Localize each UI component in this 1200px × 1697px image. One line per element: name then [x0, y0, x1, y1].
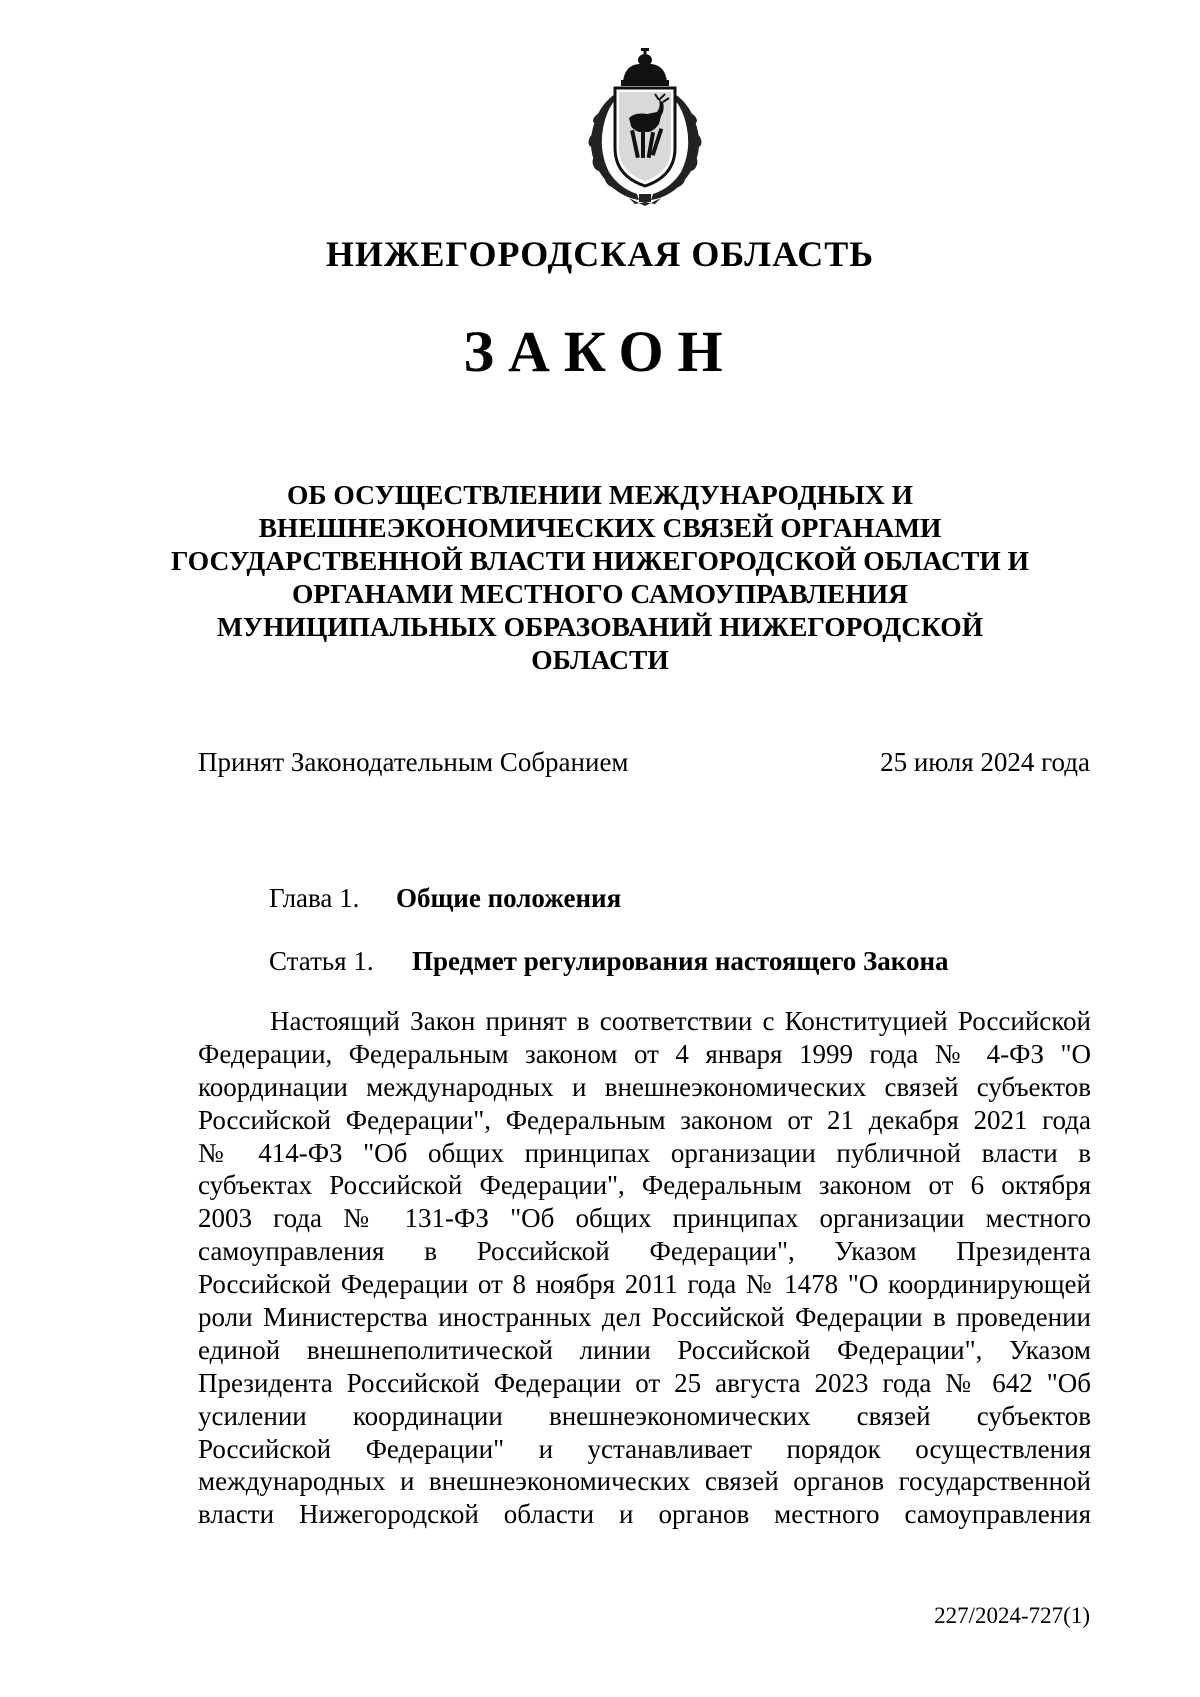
body-line: усилении координации внешнеэкономических связей субъектов	[198, 1400, 1091, 1431]
document-number: 227/2024-727(1)	[934, 1603, 1090, 1628]
body-line: координации международных и внешнеэкономических связей субъектов	[198, 1071, 1091, 1102]
law-title-line: ВНЕШНЕЭКОНОМИЧЕСКИХ СВЯЗЕЙ ОРГАНАМИ	[258, 512, 942, 543]
chapter-name: Общие положения	[396, 883, 622, 913]
adopted-by: Принят Законодательным Собранием	[198, 747, 629, 777]
body-line: субъектах Российской Федерации", Федеральным законом от 6 октября	[198, 1170, 1091, 1201]
body-line: Федерации, Федеральным законом от 4 января 1999 года № 4-ФЗ "О	[198, 1038, 1091, 1069]
body-line: власти Нижегородской области и органов местного самоуправления	[198, 1499, 1091, 1530]
body-line: роли Министерства иностранных дел Российской Федерации в проведении	[198, 1302, 1091, 1333]
adoption-date: 25 июля 2024 года	[880, 747, 1090, 777]
law-title-line: ОБЛАСТИ	[531, 644, 669, 675]
body-line: Настоящий Закон принят в соответствии с Конституцией Российской	[270, 1006, 1091, 1036]
law-title-line: ОРГАНАМИ МЕСТНОГО САМОУПРАВЛЕНИЯ	[291, 578, 908, 609]
law-title-line: МУНИЦИПАЛЬНЫХ ОБРАЗОВАНИЙ НИЖЕГОРОДСКОЙ	[216, 611, 984, 642]
article-heading	[269, 944, 949, 978]
document-type: ЗАКОН	[463, 319, 737, 384]
law-title	[150, 478, 1050, 676]
article-number: Статья 1.	[269, 946, 374, 976]
body-line: 2003 года № 131-ФЗ "Об общих принципах организации местного	[198, 1203, 1091, 1234]
body-line: № 414-ФЗ "Об общих принципах организации публичной власти в	[198, 1137, 1091, 1168]
body-line: Российской Федерации от 8 ноября 2011 года № 1478 "О координирующей	[198, 1269, 1091, 1300]
law-title-line: ГОСУДАРСТВЕННОЙ ВЛАСТИ НИЖЕГОРОДСКОЙ ОБЛАСТИ И	[170, 545, 1029, 576]
law-title-line: ОБ ОСУЩЕСТВЛЕНИИ МЕЖДУНАРОДНЫХ И	[286, 479, 914, 510]
body-line: международных и внешнеэкономических связей органов государственной	[198, 1466, 1091, 1497]
chapter-heading	[269, 881, 621, 915]
region-name: НИЖЕГОРОДСКАЯ ОБЛАСТЬ	[325, 234, 875, 274]
body-line: Президента Российской Федерации от 25 августа 2023 года № 642 "Об	[198, 1367, 1091, 1398]
coat-of-arms-icon	[555, 48, 735, 206]
article-name: Предмет регулирования настоящего Закона	[412, 946, 949, 976]
body-line: Российской Федерации" и устанавливает порядок осуществления	[198, 1433, 1091, 1464]
body-line: Российской Федерации", Федеральным законом от 21 декабря 2021 года	[198, 1104, 1091, 1135]
chapter-number: Глава 1.	[269, 883, 360, 913]
body-line: самоуправления в Российской Федерации", Указом Президента	[198, 1236, 1091, 1267]
body-line: единой внешнеполитической линии Российской Федерации", Указом	[198, 1334, 1091, 1365]
article-body	[198, 1005, 1091, 1531]
